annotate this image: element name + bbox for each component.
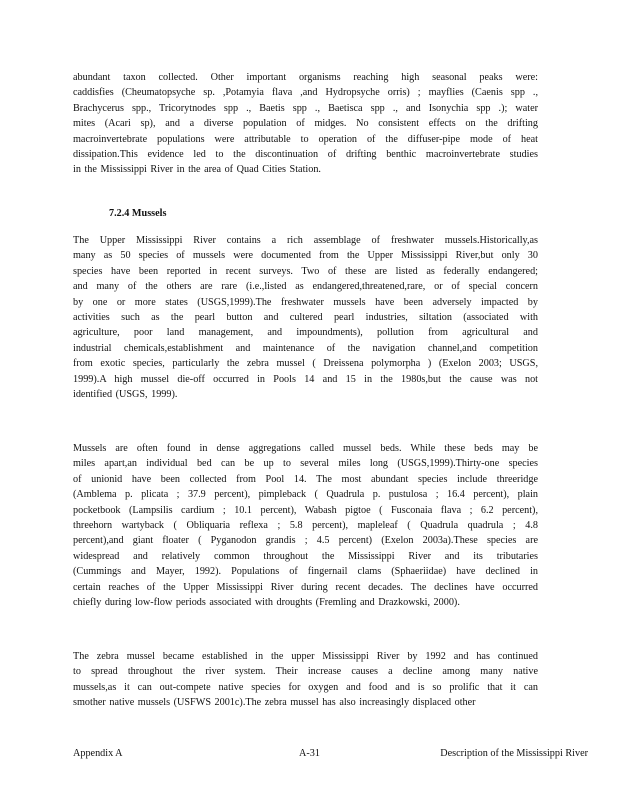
text-line: from exotic species, particularly the zebra mussel ( Dreissena polymorpha ) (Exelon 2003; USGS, — [73, 358, 538, 370]
paragraph-zebra-mussel — [73, 649, 538, 711]
footer-appendix-label: Appendix A — [73, 748, 123, 759]
text-line: and many of the others are rare (i.e.,listed as endangered,threatened,rare, or of special concern — [73, 281, 538, 293]
text-line: species have been reported in recent surveys. Two of these are listed as federally endangered; — [73, 265, 538, 277]
text-line: caddisfies (Cheumatopsyche sp. ,Potamyia flava ,and Hydropsyche orris) ; mayflies (Caenis spp ., — [73, 87, 538, 99]
text-line: widespread and relatively common throughout the Mississippi River and its tributaries — [73, 550, 538, 562]
text-line: certain reaches of the Upper Mississippi River during recent decades. The declines have occurred — [73, 581, 538, 593]
text-line: industrial chemicals,establishment and maintenance of the navigation channel,and competition — [73, 342, 538, 354]
text-line: Mussels are often found in dense aggregations called mussel beds. While these beds may be — [73, 443, 538, 454]
text-line: macroinvertebrate populations were attributable to operation of the diffuser-pipe mode of heat — [73, 133, 538, 145]
text-line: chiefly during low-flow periods associated with droughts (Fremling and Drazkowski, 2000). — [73, 597, 460, 609]
text-line: 1999).A high mussel die-off occurred in Pools 14 and 15 in the 1980s,but the cause was not — [73, 373, 538, 385]
paragraph-drift-studies — [73, 70, 538, 178]
text-line: miles apart,an individual bed can be up to several miles long (USGS,1999).Thirty-one species — [73, 458, 538, 470]
text-line: by one or more states (USGS,1999).The freshwater mussels have been adversely impacted by — [73, 296, 538, 308]
section-heading-mussels: 7.2.4 Mussels — [109, 208, 167, 219]
text-line: of unionid have been collected from Pool 14. The most abundant species include threeridge — [73, 473, 538, 485]
text-line: (Amblema p. plicata ; 37.9 percent), pimpleback ( Quadrula p. pustulosa ; 16.4 percent), plain — [73, 489, 538, 501]
text-line: mussels,as it can out-compete native species for oxygen and food and is so prolific that it can — [73, 681, 538, 693]
paragraph-mussel-beds — [73, 441, 538, 610]
text-line: percent),and giant floater ( Pyganodon grandis ; 4.5 percent) (Exelon 2003a).These species are — [73, 535, 538, 547]
text-line: identified (USGS, 1999). — [73, 389, 178, 401]
text-line: pocketbook (Lampsilis cardium ; 10.1 percent), Wabash pigtoe ( Fusconaia flava ; 6.2 percent), — [73, 504, 538, 516]
text-line: The Upper Mississippi River contains a rich assemblage of freshwater mussels.Historically,as — [73, 235, 538, 246]
text-line: The zebra mussel became established in the upper Mississippi River by 1992 and has continued — [73, 651, 538, 662]
footer-section-title: Description of the Mississippi River — [440, 748, 588, 759]
text-line: agriculture, poor land management, and impoundments), pollution from agricultural and — [73, 327, 538, 339]
text-line: to spread throughout the river system. Their increase causes a decline among many native — [73, 666, 538, 678]
text-line: in the Mississippi River in the area of Quad Cities Station. — [73, 164, 321, 176]
footer-page-number: A-31 — [299, 748, 320, 759]
paragraph-mussel-assemblage — [73, 233, 538, 402]
text-line: abundant taxon collected. Other important organisms reaching high seasonal peaks were: — [73, 72, 538, 83]
text-line: many as 50 species of mussels were documented from the Upper Mississippi River,but only 30 — [73, 250, 538, 262]
text-line: mites (Acari sp), and a diverse population of midges. No consistent effects on the drifting — [73, 118, 538, 130]
text-line: Brachycerus spp., Tricorytnodes spp ., Baetis spp ., Baetisca spp ., and Isonychia spp .); water — [73, 102, 538, 114]
text-line: smother native mussels (USFWS 2001c).The zebra mussel has also increasingly displaced other — [73, 697, 476, 709]
page-footer — [73, 748, 588, 764]
text-line: threehorn wartyback ( Obliquaria reflexa ; 5.8 percent), mapleleaf ( Quadrula quadrula ; 4.8 — [73, 520, 538, 532]
text-line: activities such as the pearl button and cultered pearl industries, siltation (associated with — [73, 312, 538, 324]
text-line: dissipation.This evidence led to the discontinuation of drifting benthic macroinvertebrate studies — [73, 149, 538, 161]
text-line: (Cummings and Mayer, 1992). Populations of fingernail clams (Sphaeriidae) have declined in — [73, 566, 538, 578]
